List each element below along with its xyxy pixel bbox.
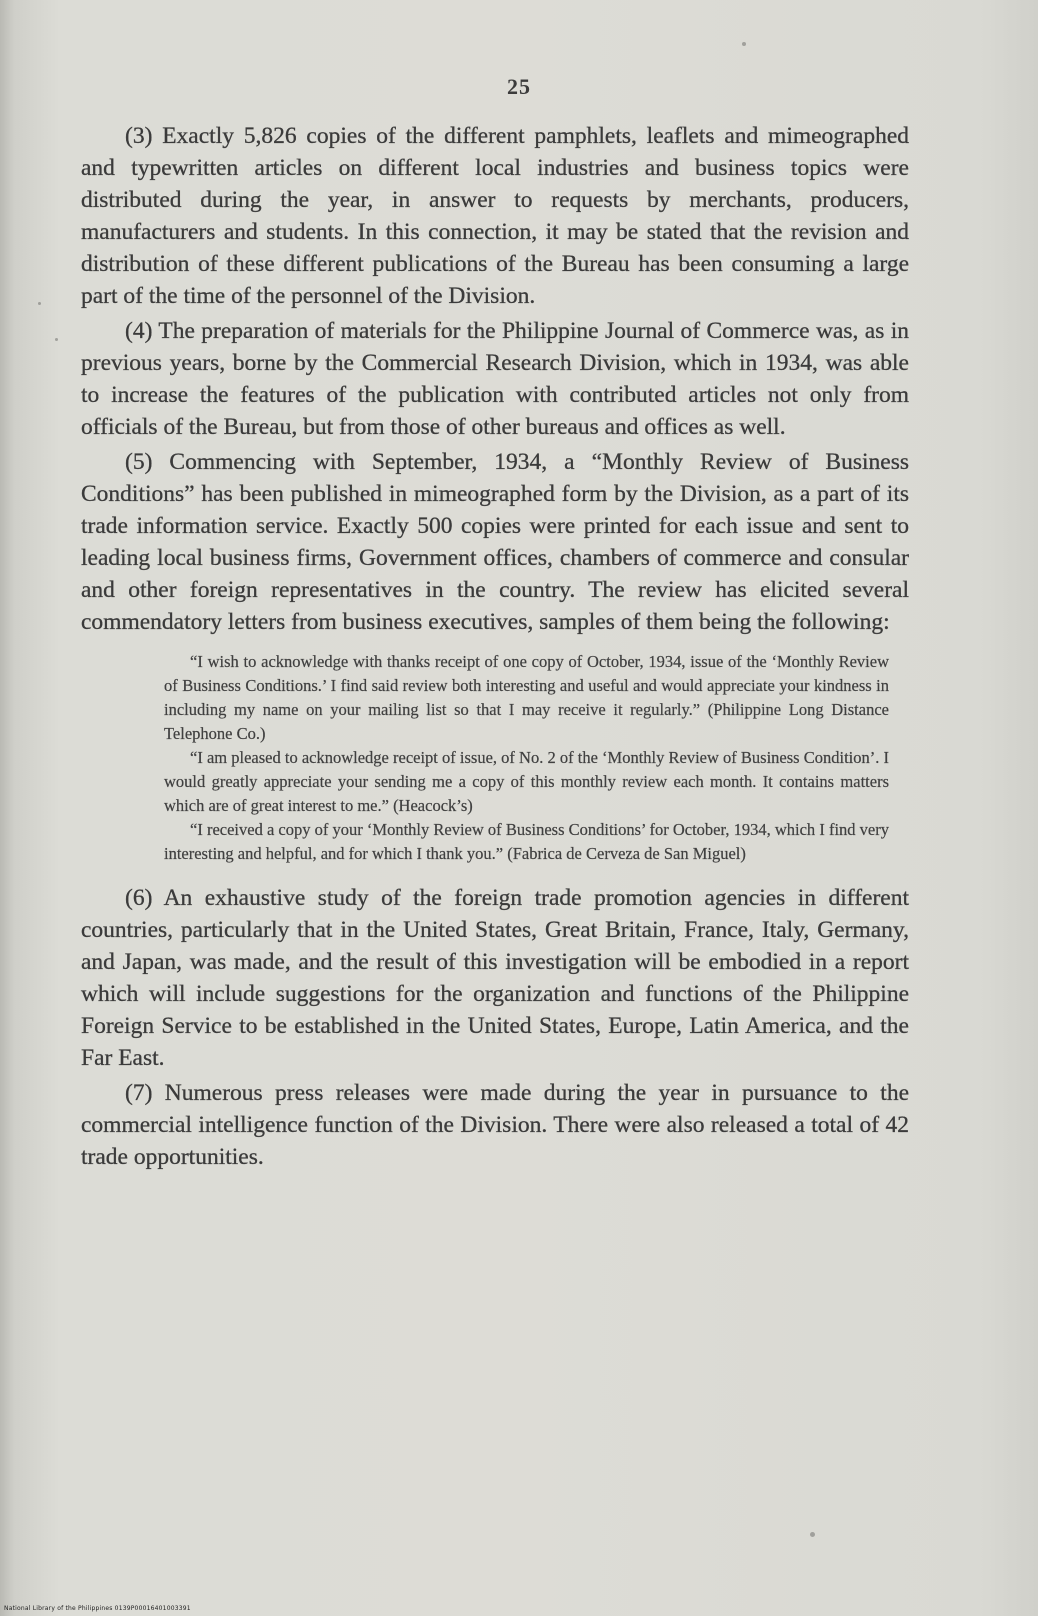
quote-pldt: “I wish to acknowledge with thanks receipt of one copy of October, 1934, issue of the ‘Monthly Review of Business Conditions.’ I find said review both interesting and useful and would appreciate your kindness in including my name on your mailing list so that I may receive it regularly.” (Philippine Long Distance Telephone Co.) — [164, 652, 889, 743]
quote-heacocks: “I am pleased to acknowledge receipt of issue, of No. 2 of the ‘Monthly Review of Business Condition’. I would greatly appreciate your sending me a copy of this monthly review each month. It contains matters which are of great interest to me.” (Heacock’s) — [164, 748, 889, 815]
testimonial-quotes — [164, 650, 889, 866]
archive-stamp: National Library of the Philippines 0139P00016401003391 — [4, 1605, 191, 1612]
paragraph-4: (4) The preparation of materials for the Philippine Journal of Commerce was, as in previous years, borne by the Commercial Research Division, which in 1934, was able to increase the features of the publication with contributed articles not only from officials of the Bureau, but from those of other bureaus and offices as well. — [81, 318, 909, 440]
paragraph-6: (6) An exhaustive study of the foreign trade promotion agencies in different countries, particularly that in the United States, Great Britain, France, Italy, Germany, and Japan, was made, and the result of this investigation will be embodied in a report which will include suggestions for the organization and functions of the Philippine Foreign Service to be established in the United States, Europe, Latin America, and the Far East. — [81, 885, 909, 1071]
paper-speck — [55, 338, 58, 341]
paper-speck — [810, 1532, 815, 1537]
paper-speck — [742, 42, 746, 46]
paragraph-5: (5) Commencing with September, 1934, a “Monthly Review of Business Conditions” has been published in mimeographed form by the Division, as a part of its trade information service. Exactly 500 copies were printed for each issue and sent to leading local business firms, Government offices, chambers of commerce and consular and other foreign representatives in the country. The review has elicited several commendatory letters from business executives, samples of them being the following: — [81, 449, 909, 635]
quote-san-miguel: “I received a copy of your ‘Monthly Review of Business Conditions’ for October, 1934, which I find very interesting and helpful, and for which I thank you.” (Fabrica de Cerveza de San Miguel) — [164, 820, 889, 863]
body-text — [81, 120, 909, 1176]
paragraph-7: (7) Numerous press releases were made during the year in pursuance to the commercial intelligence function of the Division. There were also released a total of 42 trade opportunities. — [81, 1080, 909, 1170]
page-number: 25 — [507, 74, 531, 99]
paper-speck — [38, 302, 41, 305]
spacer — [81, 872, 909, 882]
paragraph-3: (3) Exactly 5,826 copies of the different pamphlets, leaflets and mimeographed and typewritten articles on different local industries and business topics were distributed during the year, in answer to requests by merchants, producers, manufacturers and students. In this connection, it may be stated that the revision and distribution of these different publications of the Bureau has been consuming a large part of the time of the personnel of the Division. — [81, 123, 909, 309]
